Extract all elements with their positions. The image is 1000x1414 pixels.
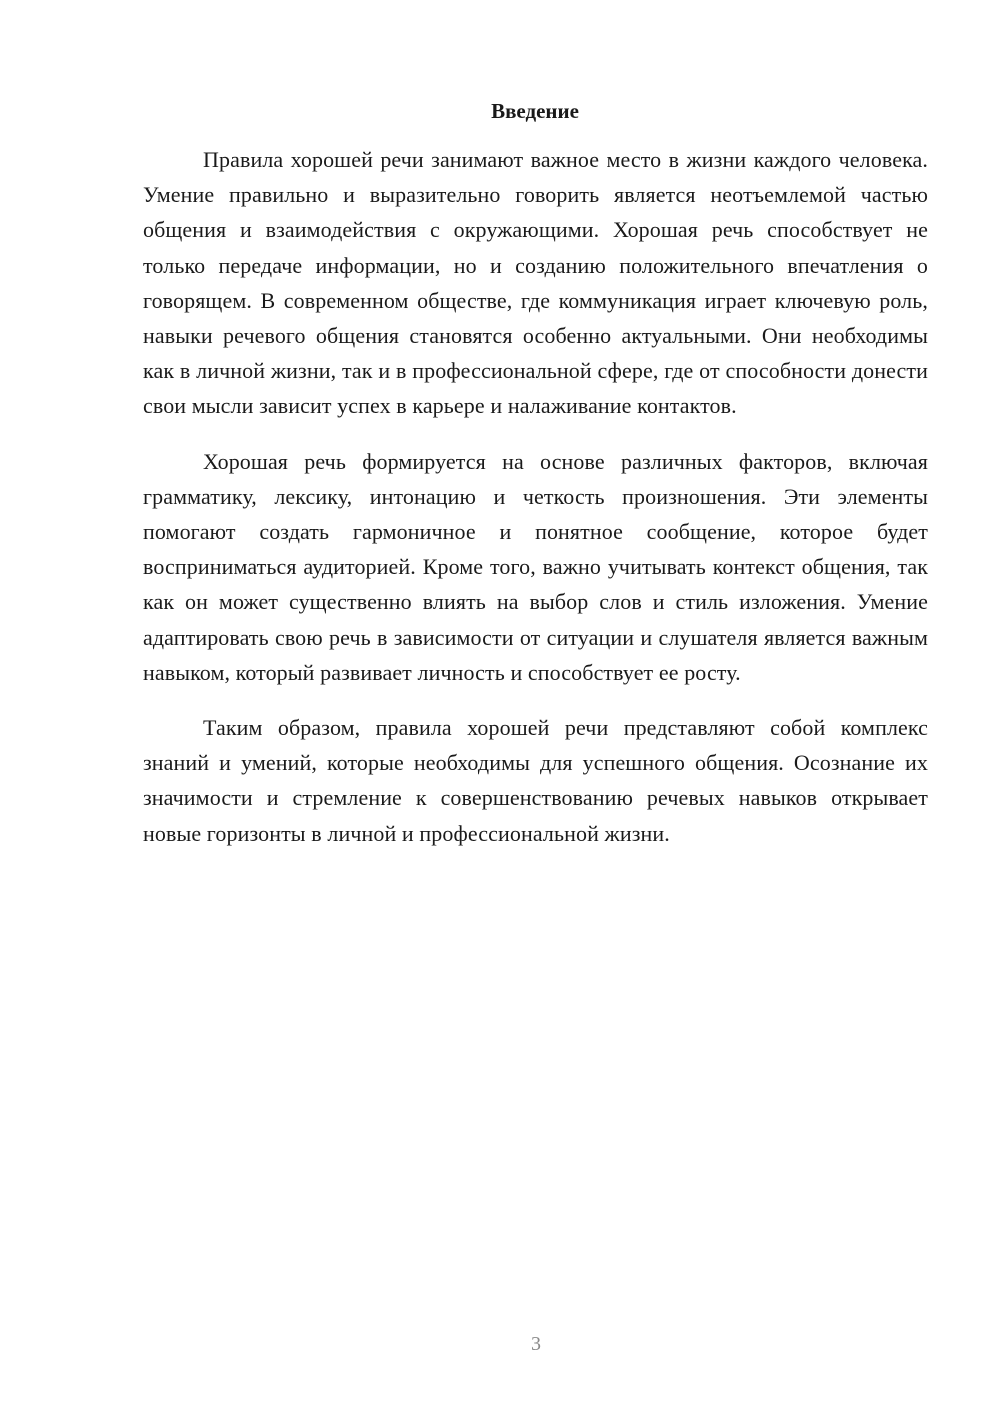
paragraph-1: Правила хорошей речи занимают важное место в жизни каждого человека. Умение правильно и выразительно говорить является неотъемлемой частью общения и взаимодействия с окружающими. Хорошая речь способствует не только передаче информации, но и созданию положительного впечатления о говорящем. В современном обществе, где коммуникация играет ключевую роль, навыки речевого общения становятся особенно актуальными. Они необходимы как в личной жизни, так и в профессиональной сфере, где от способности донести свои мысли зависит успех в карьере и налаживание контактов. bbox=[143, 147, 928, 419]
page-number: 3 bbox=[531, 1333, 541, 1355]
paragraph-2: Хорошая речь формируется на основе различных факторов, включая грамматику, лексику, интонацию и четкость произношения. Эти элементы помогают создать гармоничное и понятное сообщение, которое будет восприниматься аудиторией. Кроме того, важно учитывать контекст общения, так как он может существенно влиять на выбор слов и стиль изложения. Умение адаптировать свою речь в зависимости от ситуации и слушателя является важным навыком, который развивает личность и способствует ее росту. bbox=[143, 448, 928, 685]
paragraph-3: Таким образом, правила хорошей речи представляют собой комплекс знаний и умений, которые необходимы для успешного общения. Осознание их значимости и стремление к совершенствованию речевых навыков открывает новые горизонты в личной и профессиональной жизни. bbox=[143, 715, 928, 846]
section-title: Введение bbox=[491, 99, 579, 123]
body-text bbox=[143, 142, 928, 871]
